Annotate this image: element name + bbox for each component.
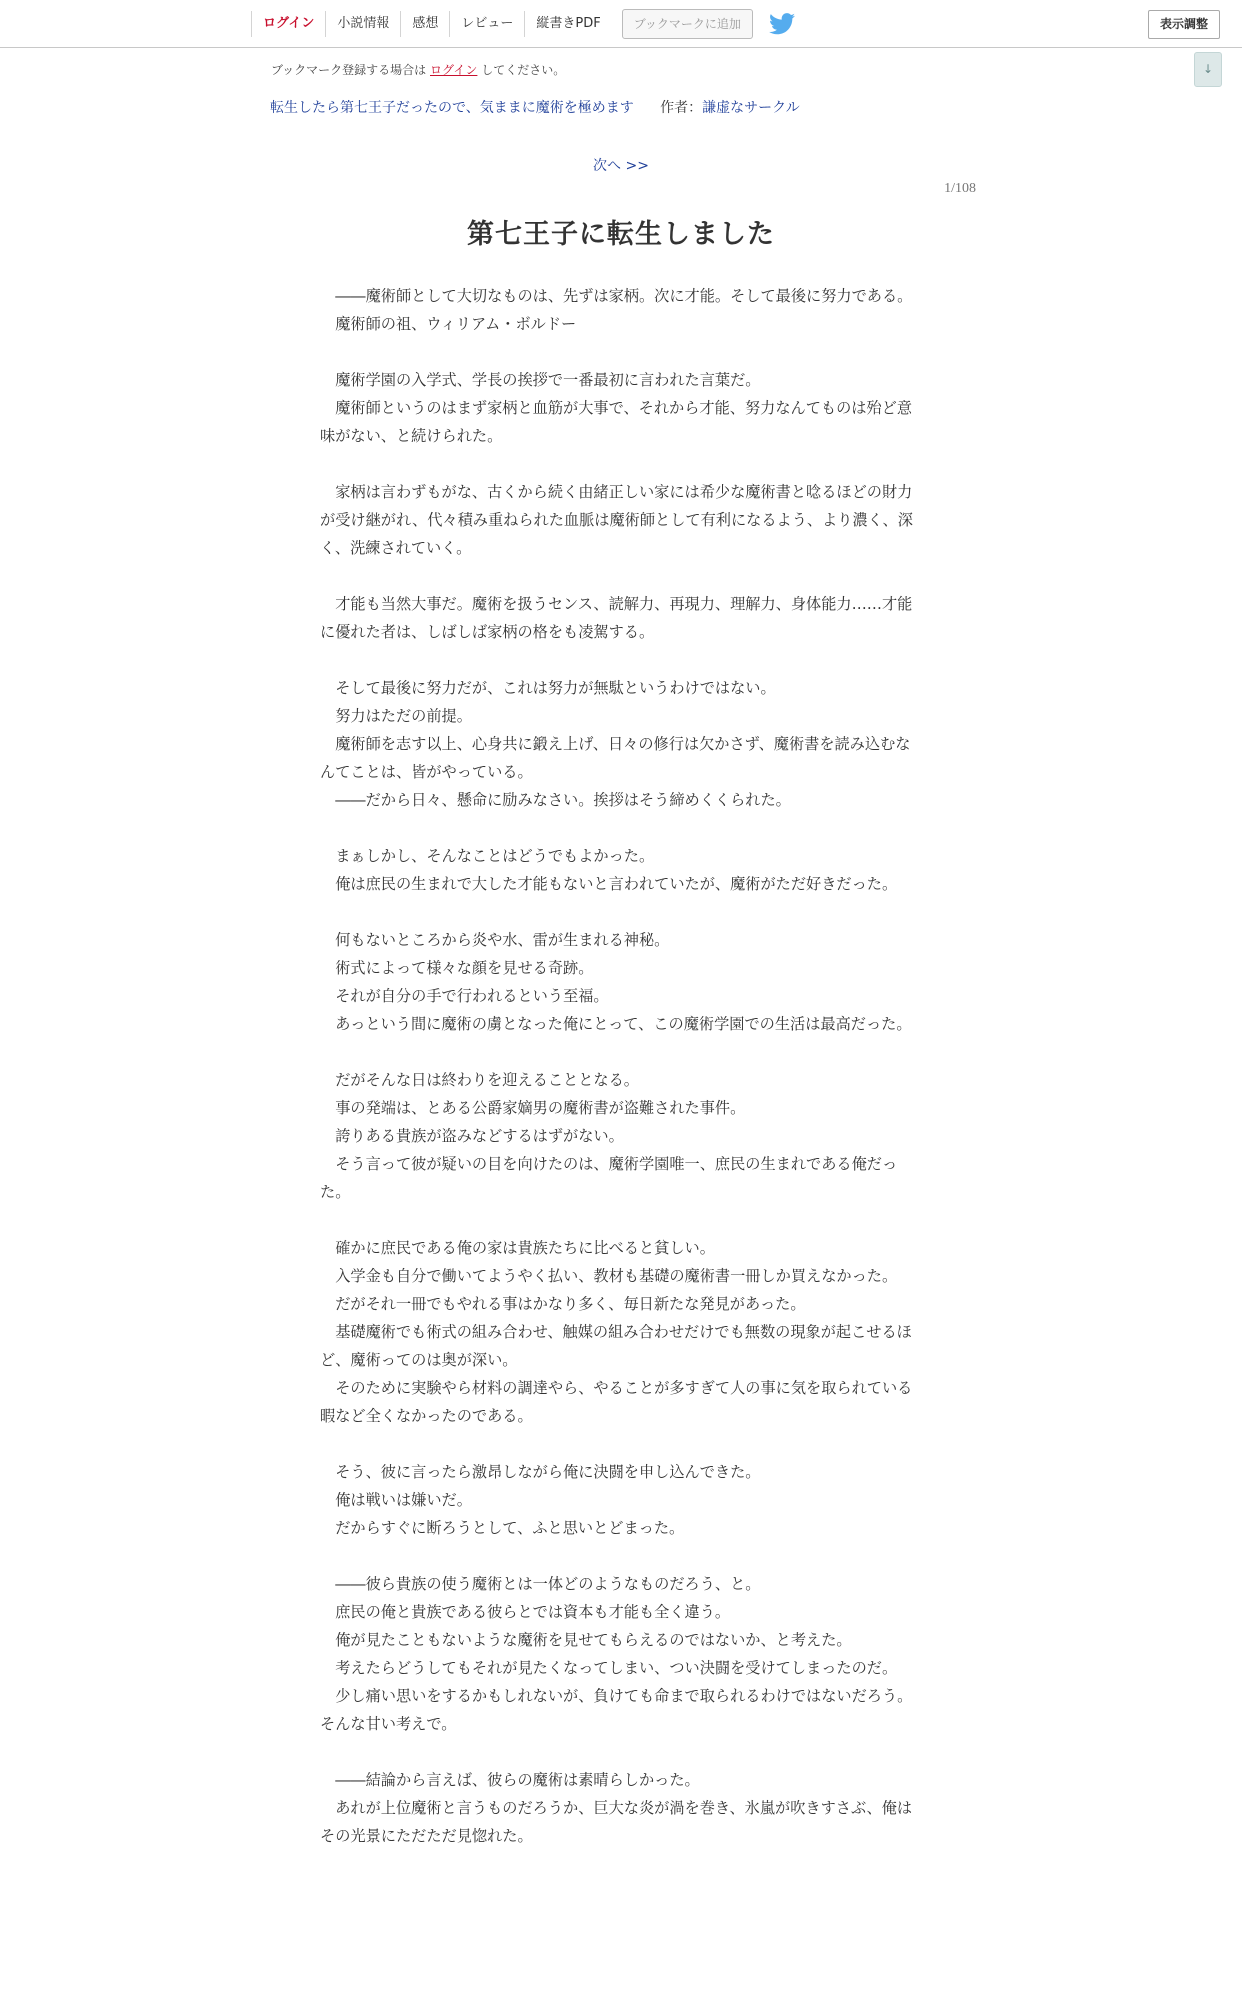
body-paragraph <box>320 646 916 674</box>
body-paragraph: 才能も当然大事だ。魔術を扱うセンス、読解力、再現力、理解力、身体能力……才能に優れた者は、しばしば家柄の格をも凌駕する。 <box>320 595 913 641</box>
body-paragraph <box>320 562 916 590</box>
bookmark-notice <box>271 61 565 78</box>
page-count: 1/108 <box>944 181 976 196</box>
bookmark-notice-suffix: してください。 <box>481 63 566 77</box>
body-paragraph: そう、彼に言ったら激昂しながら俺に決闘を申し込んできた。 <box>335 1463 761 1481</box>
body-paragraph: 基礎魔術でも術式の組み合わせ、触媒の組み合わせだけでも無数の現象が起こせるほど、魔術ってのは奥が深い。 <box>320 1323 912 1369</box>
body-paragraph: だからすぐに断ろうとして、ふと思いとどまった。 <box>335 1519 685 1537</box>
next-page-link[interactable]: 次へ >> <box>593 158 649 174</box>
body-paragraph: 何もないところから炎や水、雷が生まれる神秘。 <box>335 931 670 949</box>
body-paragraph <box>320 1038 916 1066</box>
body-paragraph <box>320 1206 916 1234</box>
nav-review-link[interactable]: レビュー <box>449 11 524 37</box>
body-paragraph: ――結論から言えば、彼らの魔術は素晴らしかった。 <box>335 1771 700 1789</box>
body-paragraph: そう言って彼が疑いの目を向けたのは、魔術学園唯一、庶民の生まれである俺だった。 <box>320 1155 898 1201</box>
series-info <box>270 97 800 117</box>
nav-vertical-pdf-link[interactable]: 縦書きPDF <box>524 11 611 37</box>
body-paragraph: まぁしかし、そんなことはどうでもよかった。 <box>335 847 655 865</box>
body-paragraph <box>320 898 916 926</box>
chapter-body <box>320 282 916 1850</box>
body-paragraph: だがそれ一冊でもやれる事はかなり多く、毎日新たな発見があった。 <box>335 1295 806 1313</box>
body-paragraph <box>320 1430 916 1458</box>
body-paragraph: それが自分の手で行われるという至福。 <box>335 987 609 1005</box>
body-paragraph: ――彼ら貴族の使う魔術とは一体どのようなものだろう、と。 <box>335 1575 761 1593</box>
body-paragraph: 術式によって様々な顔を見せる奇跡。 <box>335 959 594 977</box>
pager-next <box>0 155 1242 175</box>
body-paragraph: 俺は庶民の生まれで大した才能もないと言われていたが、魔術がただ好きだった。 <box>335 875 898 893</box>
body-paragraph <box>320 450 916 478</box>
bookmark-notice-login-link[interactable]: ログイン <box>430 63 478 77</box>
body-paragraph: 俺が見たこともないような魔術を見せてもらえるのではないか、と考えた。 <box>335 1631 852 1649</box>
nav-impressions-link[interactable]: 感想 <box>400 11 449 37</box>
chapter-title: 第七王子に転生しました <box>467 219 775 250</box>
body-paragraph: ――だから日々、懸命に励みなさい。挨拶はそう締めくくられた。 <box>335 791 791 809</box>
body-paragraph: 誇りある貴族が盗みなどするはずがない。 <box>335 1127 624 1145</box>
series-title-link[interactable]: 転生したら第七王子だったので、気ままに魔術を極めます <box>270 100 634 116</box>
body-paragraph: 魔術師というのはまず家柄と血筋が大事で、それから才能、努力なんてものは殆ど意味がない、と続けられた。 <box>320 399 913 445</box>
top-navigation-bar <box>0 0 1242 48</box>
body-paragraph <box>320 1738 916 1766</box>
author-link[interactable]: 謙虚なサークル <box>702 100 800 116</box>
body-paragraph: ――魔術師として大切なものは、先ずは家柄。次に才能。そして最後に努力である。 <box>335 287 913 305</box>
body-paragraph: 魔術師を志す以上、心身共に鍛え上げ、日々の修行は欠かさず、魔術書を読み込むなんてことは、皆がやっている。 <box>320 735 911 781</box>
body-paragraph <box>320 814 916 842</box>
body-paragraph: 魔術学園の入学式、学長の挨拶で一番最初に言われた言葉だ。 <box>335 371 761 389</box>
display-settings-button[interactable]: 表示調整 <box>1148 10 1220 39</box>
body-paragraph: 努力はただの前提。 <box>335 707 472 725</box>
body-paragraph: 確かに庶民である俺の家は貴族たちに比べると貧しい。 <box>335 1239 715 1257</box>
body-paragraph: そのために実験やら材料の調達やら、やることが多すぎて人の事に気を取られている暇など全くなかったのである。 <box>320 1379 913 1425</box>
body-paragraph <box>320 338 916 366</box>
main-nav <box>251 10 795 38</box>
body-paragraph: 事の発端は、とある公爵家嫡男の魔術書が盗難された事件。 <box>335 1099 746 1117</box>
scroll-down-button[interactable]: ↓ <box>1194 52 1222 87</box>
body-paragraph: 俺は戦いは嫌いだ。 <box>335 1491 472 1509</box>
body-paragraph <box>320 1542 916 1570</box>
add-bookmark-button[interactable]: ブックマークに追加 <box>622 9 753 39</box>
nav-login-link[interactable]: ログイン <box>251 11 325 37</box>
bookmark-notice-prefix: ブックマーク登録する場合は <box>271 63 427 77</box>
nav-novel-info-link[interactable]: 小説情報 <box>325 11 400 37</box>
body-paragraph: 入学金も自分で働いてようやく払い、教材も基礎の魔術書一冊しか買えなかった。 <box>335 1267 898 1285</box>
body-paragraph: 少し痛い思いをするかもしれないが、負けても命まで取られるわけではないだろう。そんな甘い考えで。 <box>320 1687 913 1733</box>
body-paragraph: 家柄は言わずもがな、古くから続く由緒正しい家には希少な魔術書と唸るほどの財力が受け継がれ、代々積み重ねられた血脈は魔術師として有利になるよう、より濃く、深く、洗練されていく。 <box>320 483 913 557</box>
body-paragraph: あっという間に魔術の虜となった俺にとって、この魔術学園での生活は最高だった。 <box>335 1015 912 1033</box>
body-paragraph: 魔術師の祖、ウィリアム・ボルドー <box>335 315 577 333</box>
author-label: 作者： <box>660 100 703 116</box>
twitter-bird-icon[interactable] <box>769 13 795 35</box>
body-paragraph: だがそんな日は終わりを迎えることとなる。 <box>335 1071 639 1089</box>
body-paragraph: 庶民の俺と貴族である彼らとでは資本も才能も全く違う。 <box>335 1603 731 1621</box>
body-paragraph: そして最後に努力だが、これは努力が無駄というわけではない。 <box>335 679 776 697</box>
body-paragraph: あれが上位魔術と言うものだろうか、巨大な炎が渦を巻き、氷嵐が吹きすさぶ、俺はその光景にただただ見惚れた。 <box>320 1799 913 1845</box>
body-paragraph: 考えたらどうしてもそれが見たくなってしまい、つい決闘を受けてしまったのだ。 <box>335 1659 898 1677</box>
